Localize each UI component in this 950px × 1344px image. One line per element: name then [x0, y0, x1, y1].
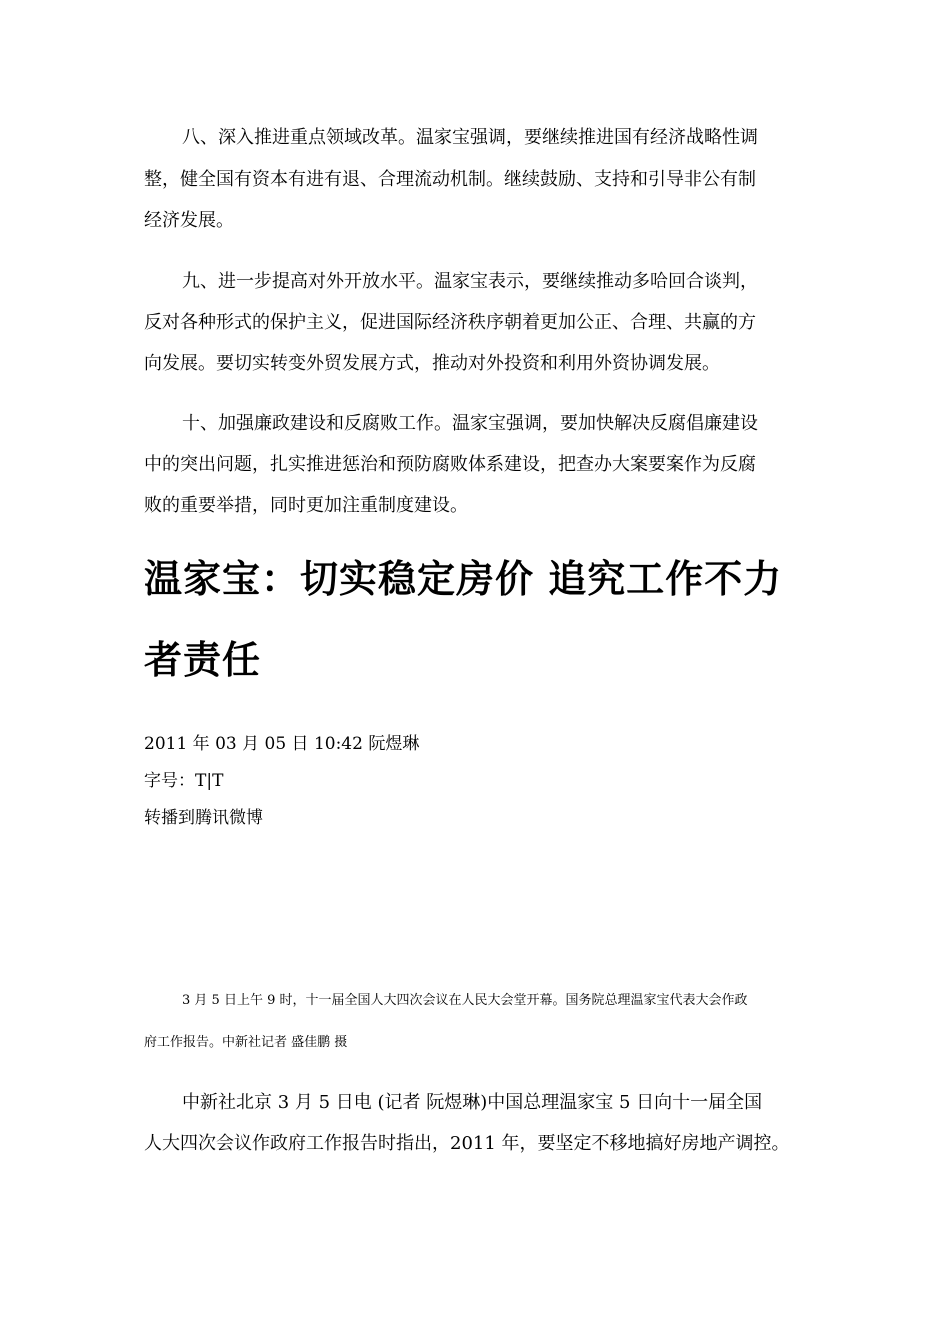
article-body-line-1: 中新社北京 3 月 5 日电 (记者 阮煜琳)中国总理温家宝 5 日向十一届全国	[182, 1092, 763, 1113]
font-size-control	[144, 770, 223, 792]
font-size-small-button[interactable]: T	[212, 771, 224, 791]
article-datetime-author: 2011 年 03 月 05 日 10:42 阮煜琳	[144, 734, 420, 754]
paragraph-9-line-2: 反对各种形式的保护主义，促进国际经济秩序朝着更加公正、合理、共赢的方	[144, 312, 756, 333]
paragraph-9-line-3: 向发展。要切实转变外贸发展方式，推动对外投资和利用外资协调发展。	[144, 353, 720, 374]
article-headline-line-2: 者责任	[144, 638, 262, 682]
photo-caption-line-1: 3 月 5 日上午 9 时，十一届全国人大四次会议在人民大会堂开幕。国务院总理温家宝代表大会作政	[182, 993, 748, 1008]
paragraph-8-line-2: 整，健全国有资本有进有退、合理流动机制。继续鼓励、支持和引导非公有制	[144, 169, 756, 190]
font-size-label: 字号：	[144, 771, 195, 791]
paragraph-10-line-3: 败的重要举措，同时更加注重制度建设。	[144, 495, 468, 516]
photo-caption-line-2: 府工作报告。中新社记者 盛佳鹏 摄	[144, 1035, 348, 1050]
font-size-separator: |	[206, 771, 213, 791]
paragraph-10-line-1: 十、加强廉政建设和反腐败工作。温家宝强调，要加快解决反腐倡廉建设	[182, 413, 758, 434]
paragraph-9-line-1: 九、进一步提高对外开放水平。温家宝表示，要继续推动多哈回合谈判，	[182, 271, 758, 292]
paragraph-10-line-2: 中的突出问题，扎实推进惩治和预防腐败体系建设，把查办大案要案作为反腐	[144, 454, 756, 475]
share-to-tencent-weibo-link[interactable]: 转播到腾讯微博	[144, 808, 263, 828]
font-size-large-button[interactable]: T	[195, 771, 207, 791]
article-body-line-2: 人大四次会议作政府工作报告时指出，2011 年，要坚定不移地搞好房地产调控。	[144, 1133, 790, 1154]
paragraph-8-line-3: 经济发展。	[144, 210, 234, 231]
article-headline-line-1: 温家宝：切实稳定房价 追究工作不力	[144, 557, 783, 601]
paragraph-8-line-1: 八、深入推进重点领域改革。温家宝强调，要继续推进国有经济战略性调	[182, 127, 758, 148]
